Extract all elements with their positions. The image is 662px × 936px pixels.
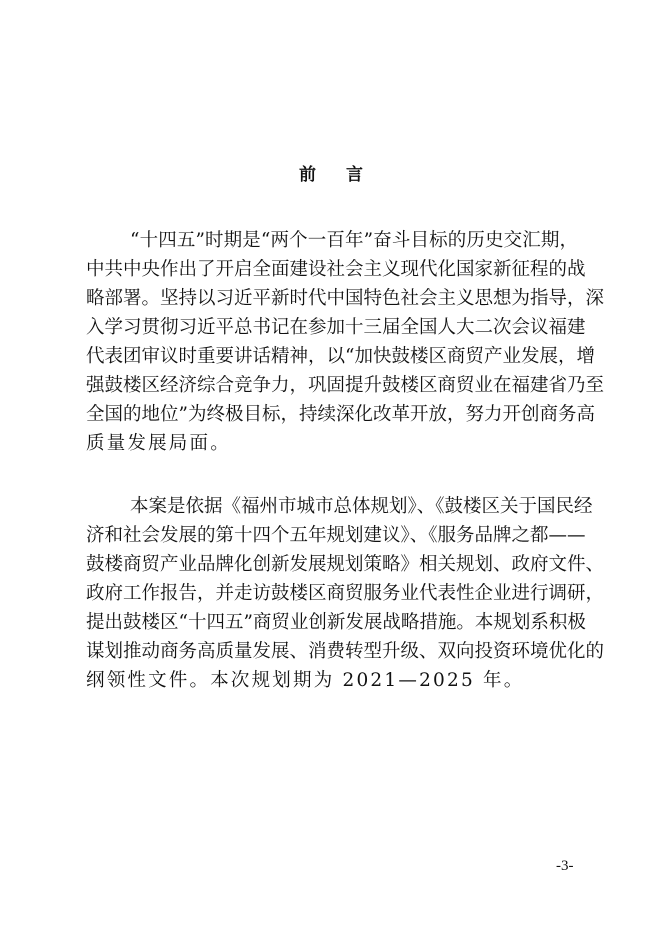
paragraph-1 xyxy=(86,226,605,458)
text-line: 济和社会发展的第十四个五年规划建议》、《服务品牌之都—— xyxy=(86,525,586,546)
text-line: 略部署。坚持以习近平新时代中国特色社会主义思想为指导，深 xyxy=(86,288,605,309)
paragraph-2 xyxy=(86,492,605,695)
text-line: 代表团审议时重要讲话精神，以“加快鼓楼区商贸产业发展，增 xyxy=(86,346,595,367)
text-line: 政府工作报告，并走访鼓楼区商贸服务业代表性企业进行调研， xyxy=(86,583,605,604)
text-line: 鼓楼商贸产业品牌化创新发展规划策略》相关规划、政府文件、 xyxy=(86,554,605,575)
text-line: 本案是依据《福州市城市总体规划》、《鼓楼区关于国民经 xyxy=(130,496,593,517)
text-line: 质量发展局面。 xyxy=(86,433,231,454)
text-line: 全国的地位”为终极目标，持续深化改革开放，努力开创商务高 xyxy=(86,404,595,425)
text-line: 纲领性文件。本次规划期为 2021—2025 年。 xyxy=(86,670,525,691)
page-number: -3- xyxy=(556,858,574,874)
text-line: 谋划推动商务高质量发展、消费转型升级、双向投资环境优化的 xyxy=(86,641,605,662)
text-line: 入学习贯彻习近平总书记在参加十三届全国人大二次会议福建 xyxy=(86,317,586,338)
page-title: 前 言 xyxy=(299,165,375,185)
text-line: 中共中央作出了开启全面建设社会主义现代化国家新征程的战 xyxy=(86,259,586,280)
text-line: 强鼓楼区经济综合竞争力，巩固提升鼓楼区商贸业在福建省乃至 xyxy=(86,375,605,396)
text-line: 提出鼓楼区“十四五”商贸业创新发展战略措施。本规划系积极 xyxy=(86,612,586,633)
text-line: “十四五”时期是“两个一百年”奋斗目标的历史交汇期， xyxy=(130,230,578,251)
